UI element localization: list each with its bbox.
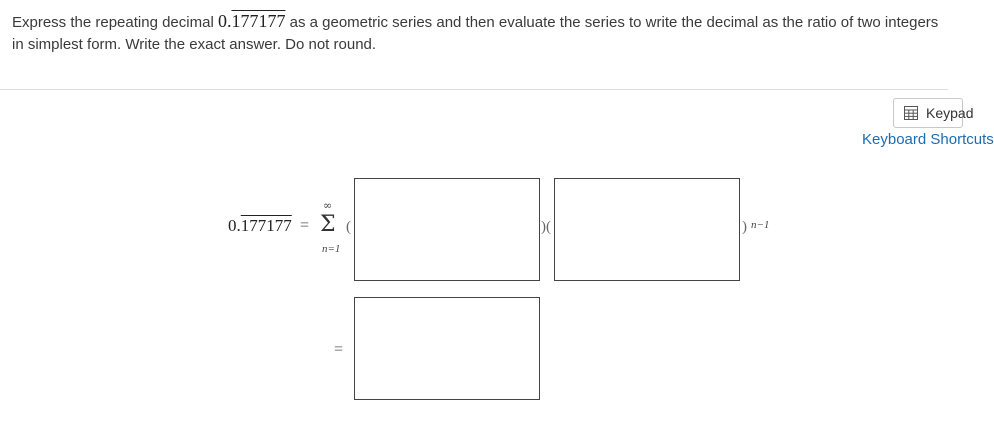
keyboard-shortcuts-link[interactable]: Keyboard Shortcuts xyxy=(862,131,994,148)
equation-lhs: 0.177177 xyxy=(228,216,292,235)
summation-symbol: Σ xyxy=(320,212,336,237)
question-text xyxy=(12,10,942,56)
keypad-label: Keypad xyxy=(926,105,974,121)
repeating-decimal: 0.177177 xyxy=(217,11,286,31)
result-equals-sign: = xyxy=(334,341,344,358)
coefficient-input[interactable] xyxy=(354,178,540,281)
question-text-after: as a geometric series and then evaluate the series to write the decimal as the ratio of two integers in simplest form. Write the exact answer. Do not round. xyxy=(12,14,939,53)
result-input[interactable] xyxy=(354,297,540,400)
ratio-input[interactable] xyxy=(554,178,740,281)
equals-sign: = xyxy=(300,217,310,234)
repeating-digits: 177177 xyxy=(231,11,286,31)
middle-parens: )( xyxy=(541,219,551,235)
section-divider xyxy=(0,89,948,90)
keypad-button[interactable] xyxy=(893,98,974,128)
sum-lower-limit: n=1 xyxy=(322,243,341,255)
question-text-before: Express the repeating decimal xyxy=(12,14,218,31)
open-paren: ( xyxy=(346,219,351,235)
exponent-label: n−1 xyxy=(751,219,770,231)
calculator-icon xyxy=(904,106,918,120)
lhs-repeating-digits: 177177 xyxy=(240,216,292,235)
sum-upper-limit: ∞ xyxy=(323,199,333,212)
close-paren: ) xyxy=(742,219,747,235)
